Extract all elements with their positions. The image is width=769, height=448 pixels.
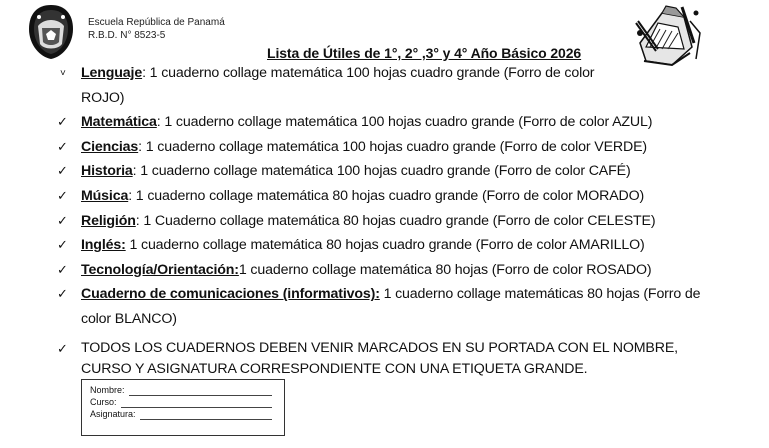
- form-row-name: [90, 384, 276, 396]
- form-row-subject: [90, 408, 276, 420]
- checkmark-icon: ✓: [57, 163, 68, 179]
- item-text: 1 cuaderno collage matemática 100 hojas cuadro grande (Forro de color AZUL): [160, 114, 653, 131]
- list-item: ✓ Ciencias: 1 cuaderno collage matemática 100 hojas cuadro grande (Forro de color VERDE): [57, 135, 757, 160]
- list-item: [57, 258, 757, 283]
- checkmark-icon: ✓: [57, 187, 68, 203]
- school-info: [88, 16, 225, 42]
- subject-label: Historia: [81, 163, 133, 180]
- item-text: 1 cuaderno collage matemática 100 hojas cuadro grande (Forro de color VERDE): [141, 138, 647, 155]
- subject-blank-line: [140, 410, 272, 420]
- item-text-continuation: ROJO): [81, 89, 125, 106]
- item-text: 1 cuaderno collage matemática 80 hojas cuadro grande (Forro de color MORADO): [132, 187, 645, 204]
- subject-label: Lenguaje: [81, 65, 143, 81]
- subject-label: Matemática: [81, 114, 157, 131]
- subject-field-label: Asignatura:: [90, 409, 136, 419]
- item-text: 1 cuaderno collage matemática 80 hojas cuadro grande (Forro de color AMARILLO): [125, 237, 645, 254]
- list-item: ✓ Música: 1 cuaderno collage matemática 80 hojas cuadro grande (Forro de color MORADO): [57, 184, 757, 209]
- list-item: [57, 233, 757, 258]
- notice-item: [57, 336, 757, 380]
- item-text-continuation: color BLANCO): [81, 310, 177, 327]
- label-form-box: [81, 379, 285, 436]
- item-text: 1 cuaderno collage matemática 100 hojas cuadro grande (Forro de color CAFÉ): [136, 163, 631, 180]
- item-text: 1 cuaderno collage matemáticas 80 hojas (Forro de: [379, 286, 701, 303]
- notice-line-2: CURSO Y ASIGNATURA CORRESPONDIENTE CON UNA ETIQUETA GRANDE.: [81, 360, 588, 377]
- checkmark-icon: ✓: [57, 237, 68, 253]
- name-blank-line: [129, 386, 272, 396]
- checkmark-icon: ✓: [57, 286, 68, 302]
- list-item: ✓ Historia: 1 cuaderno collage matemática 100 hojas cuadro grande (Forro de color CAFÉ): [57, 159, 757, 184]
- school-name: Escuela República de Panamá: [88, 17, 225, 28]
- subject-label: Cuaderno de comunicaciones (informativos):: [81, 286, 380, 303]
- item-text: 1 cuaderno collage matemática 100 hojas cuadro grande (Forro de color: [145, 65, 595, 81]
- school-rbd: R.B.D. N° 8523-5: [88, 30, 166, 41]
- item-text: 1 Cuaderno collage matemática 80 hojas cuadro grande (Forro de color CELESTE): [139, 212, 656, 229]
- school-supplies-illustration: [632, 3, 702, 69]
- subject-label: Música: [81, 187, 129, 204]
- list-item: [57, 282, 757, 331]
- chevron-down-icon: ˅: [60, 68, 66, 79]
- item-text: 1 cuaderno collage matemática 80 hojas (Forro de color ROSADO): [238, 261, 652, 278]
- checkmark-icon: ✓: [57, 340, 68, 356]
- checkmark-icon: ✓: [57, 261, 68, 277]
- subject-label: Inglés:: [81, 237, 126, 254]
- checkmark-icon: ✓: [57, 212, 68, 228]
- form-row-course: [90, 396, 276, 408]
- supplies-list: [57, 61, 757, 380]
- school-crest-logo: [26, 4, 76, 60]
- course-blank-line: [121, 398, 272, 408]
- document-title: Lista de Útiles de 1°, 2° ,3° y 4° Año Básico 2026: [267, 45, 582, 61]
- checkmark-icon: ✓: [57, 138, 68, 154]
- list-item: ✓ Religión: 1 Cuaderno collage matemática 80 hojas cuadro grande (Forro de color CELESTE): [57, 209, 757, 234]
- subject-label: Tecnología/Orientación:: [81, 261, 239, 278]
- name-label: Nombre:: [90, 385, 125, 395]
- subject-label: Religión: [81, 212, 136, 229]
- notice-line-1: TODOS LOS CUADERNOS DEBEN VENIR MARCADOS EN SU PORTADA CON EL NOMBRE,: [81, 339, 678, 356]
- list-item: ˅ Lenguaje: 1 cuaderno collage matemática 100 hojas cuadro grande (Forro de color ROJO): [57, 61, 757, 110]
- list-item: ✓ Matemática: 1 cuaderno collage matemática 100 hojas cuadro grande (Forro de color AZUL): [57, 110, 757, 135]
- checkmark-icon: ✓: [57, 114, 68, 130]
- course-label: Curso:: [90, 397, 117, 407]
- subject-label: Ciencias: [81, 138, 139, 155]
